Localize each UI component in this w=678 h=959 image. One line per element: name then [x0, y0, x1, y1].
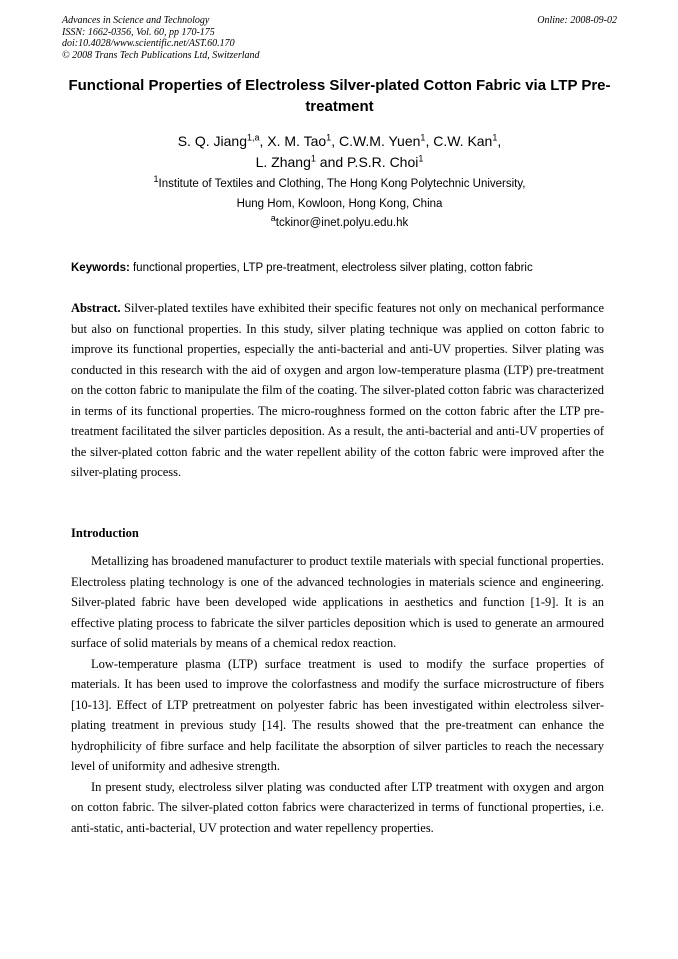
section-heading-introduction: Introduction	[71, 526, 139, 540]
keywords-label: Keywords:	[71, 262, 130, 274]
author-list	[62, 131, 617, 173]
contact-email: tckinor@inet.polyu.edu.hk	[275, 217, 409, 229]
keywords-text: functional properties, LTP pre-treatment, electroless silver plating, cotton fabric	[129, 262, 533, 274]
author-affiliation-mark: 1	[326, 132, 332, 143]
contact-email-line	[62, 214, 617, 234]
paper-title: Functional Properties of Electroless Silver-plated Cotton Fabric via LTP Pre-treatment	[68, 77, 611, 115]
doi-line: doi:10.4028/www.scientific.net/AST.60.170	[62, 38, 235, 49]
abstract	[71, 298, 604, 483]
author-affiliation-mark: 1,a	[246, 132, 260, 143]
author-affiliation-mark: 1	[420, 132, 426, 143]
author-name: , X. M. Tao	[259, 133, 327, 149]
author-name: , C.W.M. Yuen	[331, 133, 421, 149]
affiliation-address: Hung Hom, Kowloon, Hong Kong, China	[236, 197, 443, 210]
abstract-text: Silver-plated textiles have exhibited their specific features not only on mechanical performance but also on functional properties. In this study, silver plating technique was applied on cotton fabric to improve its functional properties, especially the anti-bacterial and anti-UV properties. Silver plating was conducted in this research with the aid of oxygen and argon low-temperature plasma (LTP) pre-treatment on the cotton fabric to manipulate the film of the coating. The silver-plated cotton fabric was characterized in terms of its functional properties. The micro-roughness formed on the cotton fabric after the LTP pre-treatment facilitated the silver particles deposition. As a result, the anti-bacterial and anti-UV properties of the silver-plated cotton fabric and the water repellent ability of the cotton fabric were improved after the silver-plating process.	[71, 301, 604, 479]
journal-header	[62, 15, 617, 61]
online-date: Online: 2008-09-02	[537, 15, 617, 26]
email-mark: a	[270, 213, 276, 224]
author-name: and P.S.R. Choi	[315, 154, 419, 170]
affiliation-mark: 1	[153, 174, 159, 185]
author-affiliation-mark: 1	[418, 153, 424, 164]
paragraph: In present study, electroless silver plating was conducted after LTP treatment with oxygen and argon on cotton fabric. The silver-plated cotton fabrics were characterized in terms of functional properties, i.e. anti-static, anti-bacterial, UV protection and water repellency properties.	[71, 779, 604, 835]
affiliation-institute: Institute of Textiles and Clothing, The Hong Kong Polytechnic University,	[158, 178, 526, 190]
affiliation-block	[62, 175, 617, 234]
copyright-line: © 2008 Trans Tech Publications Ltd, Switzerland	[62, 49, 260, 61]
author-name: L. Zhang	[255, 154, 311, 170]
keywords	[71, 260, 611, 276]
issn-line: ISSN: 1662-0356, Vol. 60, pp 170-175	[62, 26, 215, 38]
paragraph: Low-temperature plasma (LTP) surface treatment is used to modify the surface properties of materials. It has been used to improve the colorfastness and modify the surface microstructure of fibers [10-13]. Effect of LTP pretreatment on polyester fabric has been investigated within electroless silver-plating treatment in previous study [14]. The results showed that the pre-treatment can enhance the hydrophilicity of fibre surface and help facilitate the absorption of silver particles to reach the necessary level of uniformity and adhesive strength.	[71, 656, 604, 773]
author-name: S. Q. Jiang	[177, 133, 247, 149]
author-separator: ,	[497, 133, 502, 149]
author-affiliation-mark: 1	[310, 153, 316, 164]
author-affiliation-mark: 1	[492, 132, 498, 143]
author-name: , C.W. Kan	[425, 133, 493, 149]
paragraph: Metallizing has broadened manufacturer to product textile materials with special functional properties. Electroless plating technology is one of the advanced technologies in materials science and engineering. Silver-plated fabric have been developed wide applications in aesthetics and function [1-9]. It is an effective plating process to fabricate the silver particles deposition which is used to generate an armoured surface of solid materials by means of a chemical redox reaction.	[71, 554, 605, 650]
abstract-label: Abstract.	[71, 301, 121, 315]
affiliation-line	[62, 175, 617, 195]
introduction-body	[71, 551, 604, 838]
journal-name: Advances in Science and Technology	[62, 15, 210, 26]
